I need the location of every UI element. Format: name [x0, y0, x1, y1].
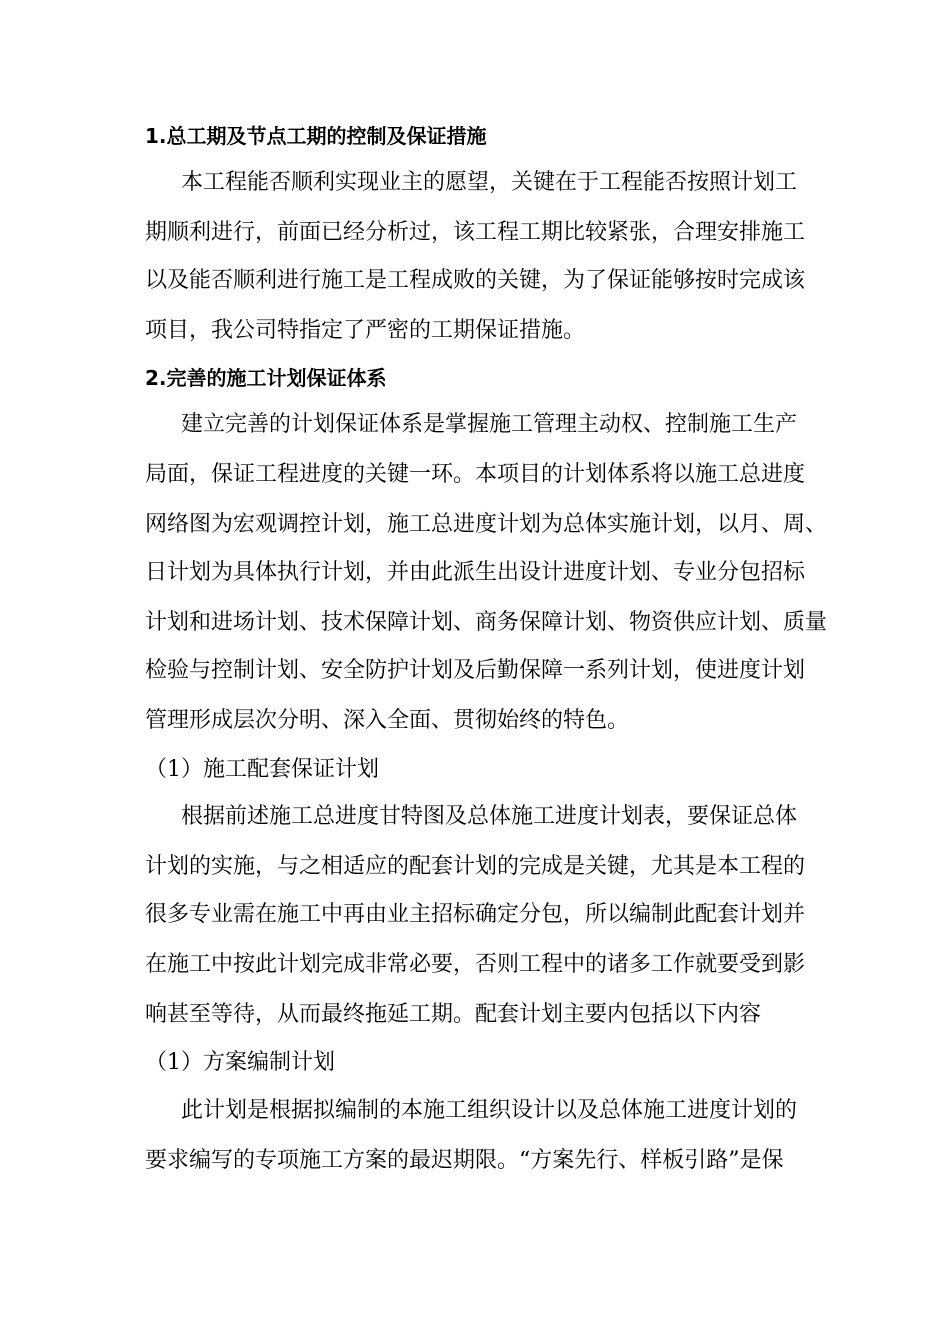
paragraph-line: 项目，我公司特指定了严密的工期保证措施。	[145, 318, 586, 343]
paragraph-line: 建立完善的计划保证体系是掌握施工管理主动权、控制施工生产	[181, 412, 798, 437]
paragraph-line: 以及能否顺利进行施工是工程成败的关键，为了保证能够按时完成该	[145, 268, 806, 293]
section-2-heading: 2.完善的施工计划保证体系	[145, 366, 387, 390]
paragraph-line: 期顺利进行，前面已经分析过，该工程工期比较紧张，合理安排施工	[145, 220, 806, 245]
paragraph-line: 要求编写的专项施工方案的最迟期限。“方案先行、样板引路”是保	[145, 1148, 784, 1173]
paragraph-line: 检验与控制计划、安全防护计划及后勤保障一系列计划，使进度计划	[145, 658, 806, 683]
paragraph-line: 响甚至等待，从而最终拖延工期。配套计划主要内包括以下内容	[145, 1002, 762, 1027]
paragraph-line: 此计划是根据拟编制的本施工组织设计以及总体施工进度计划的	[181, 1098, 798, 1123]
paragraph-line: 局面，保证工程进度的关键一环。本项目的计划体系将以施工总进度	[145, 462, 806, 487]
section-1-heading: 1.总工期及节点工期的控制及保证措施	[145, 124, 487, 148]
paragraph-line: 根据前述施工总进度甘特图及总体施工进度计划表，要保证总体	[181, 804, 798, 829]
paragraph-line: 很多专业需在施工中再由业主招标确定分包，所以编制此配套计划并	[145, 902, 806, 927]
paragraph-line: 日计划为具体执行计划，并由此派生出设计进度计划、专业分包招标	[145, 560, 806, 585]
paragraph-line: 计划的实施，与之相适应的配套计划的完成是关键，尤其是本工程的	[145, 854, 806, 879]
subsection-2-heading: （1）方案编制计划	[145, 1050, 335, 1075]
paragraph-line: 本工程能否顺利实现业主的愿望，关键在于工程能否按照计划工	[181, 170, 798, 195]
paragraph-line: 网络图为宏观调控计划，施工总进度计划为总体实施计划，以月、周、	[145, 512, 828, 537]
paragraph-line: 管理形成层次分明、深入全面、贯彻始终的特色。	[145, 708, 630, 733]
paragraph-line: 在施工中按此计划完成非常必要，否则工程中的诸多工作就要受到影	[145, 952, 806, 977]
paragraph-line: 计划和进场计划、技术保障计划、商务保障计划、物资供应计划、质量	[145, 610, 828, 635]
subsection-1-heading: （1）施工配套保证计划	[145, 757, 379, 782]
